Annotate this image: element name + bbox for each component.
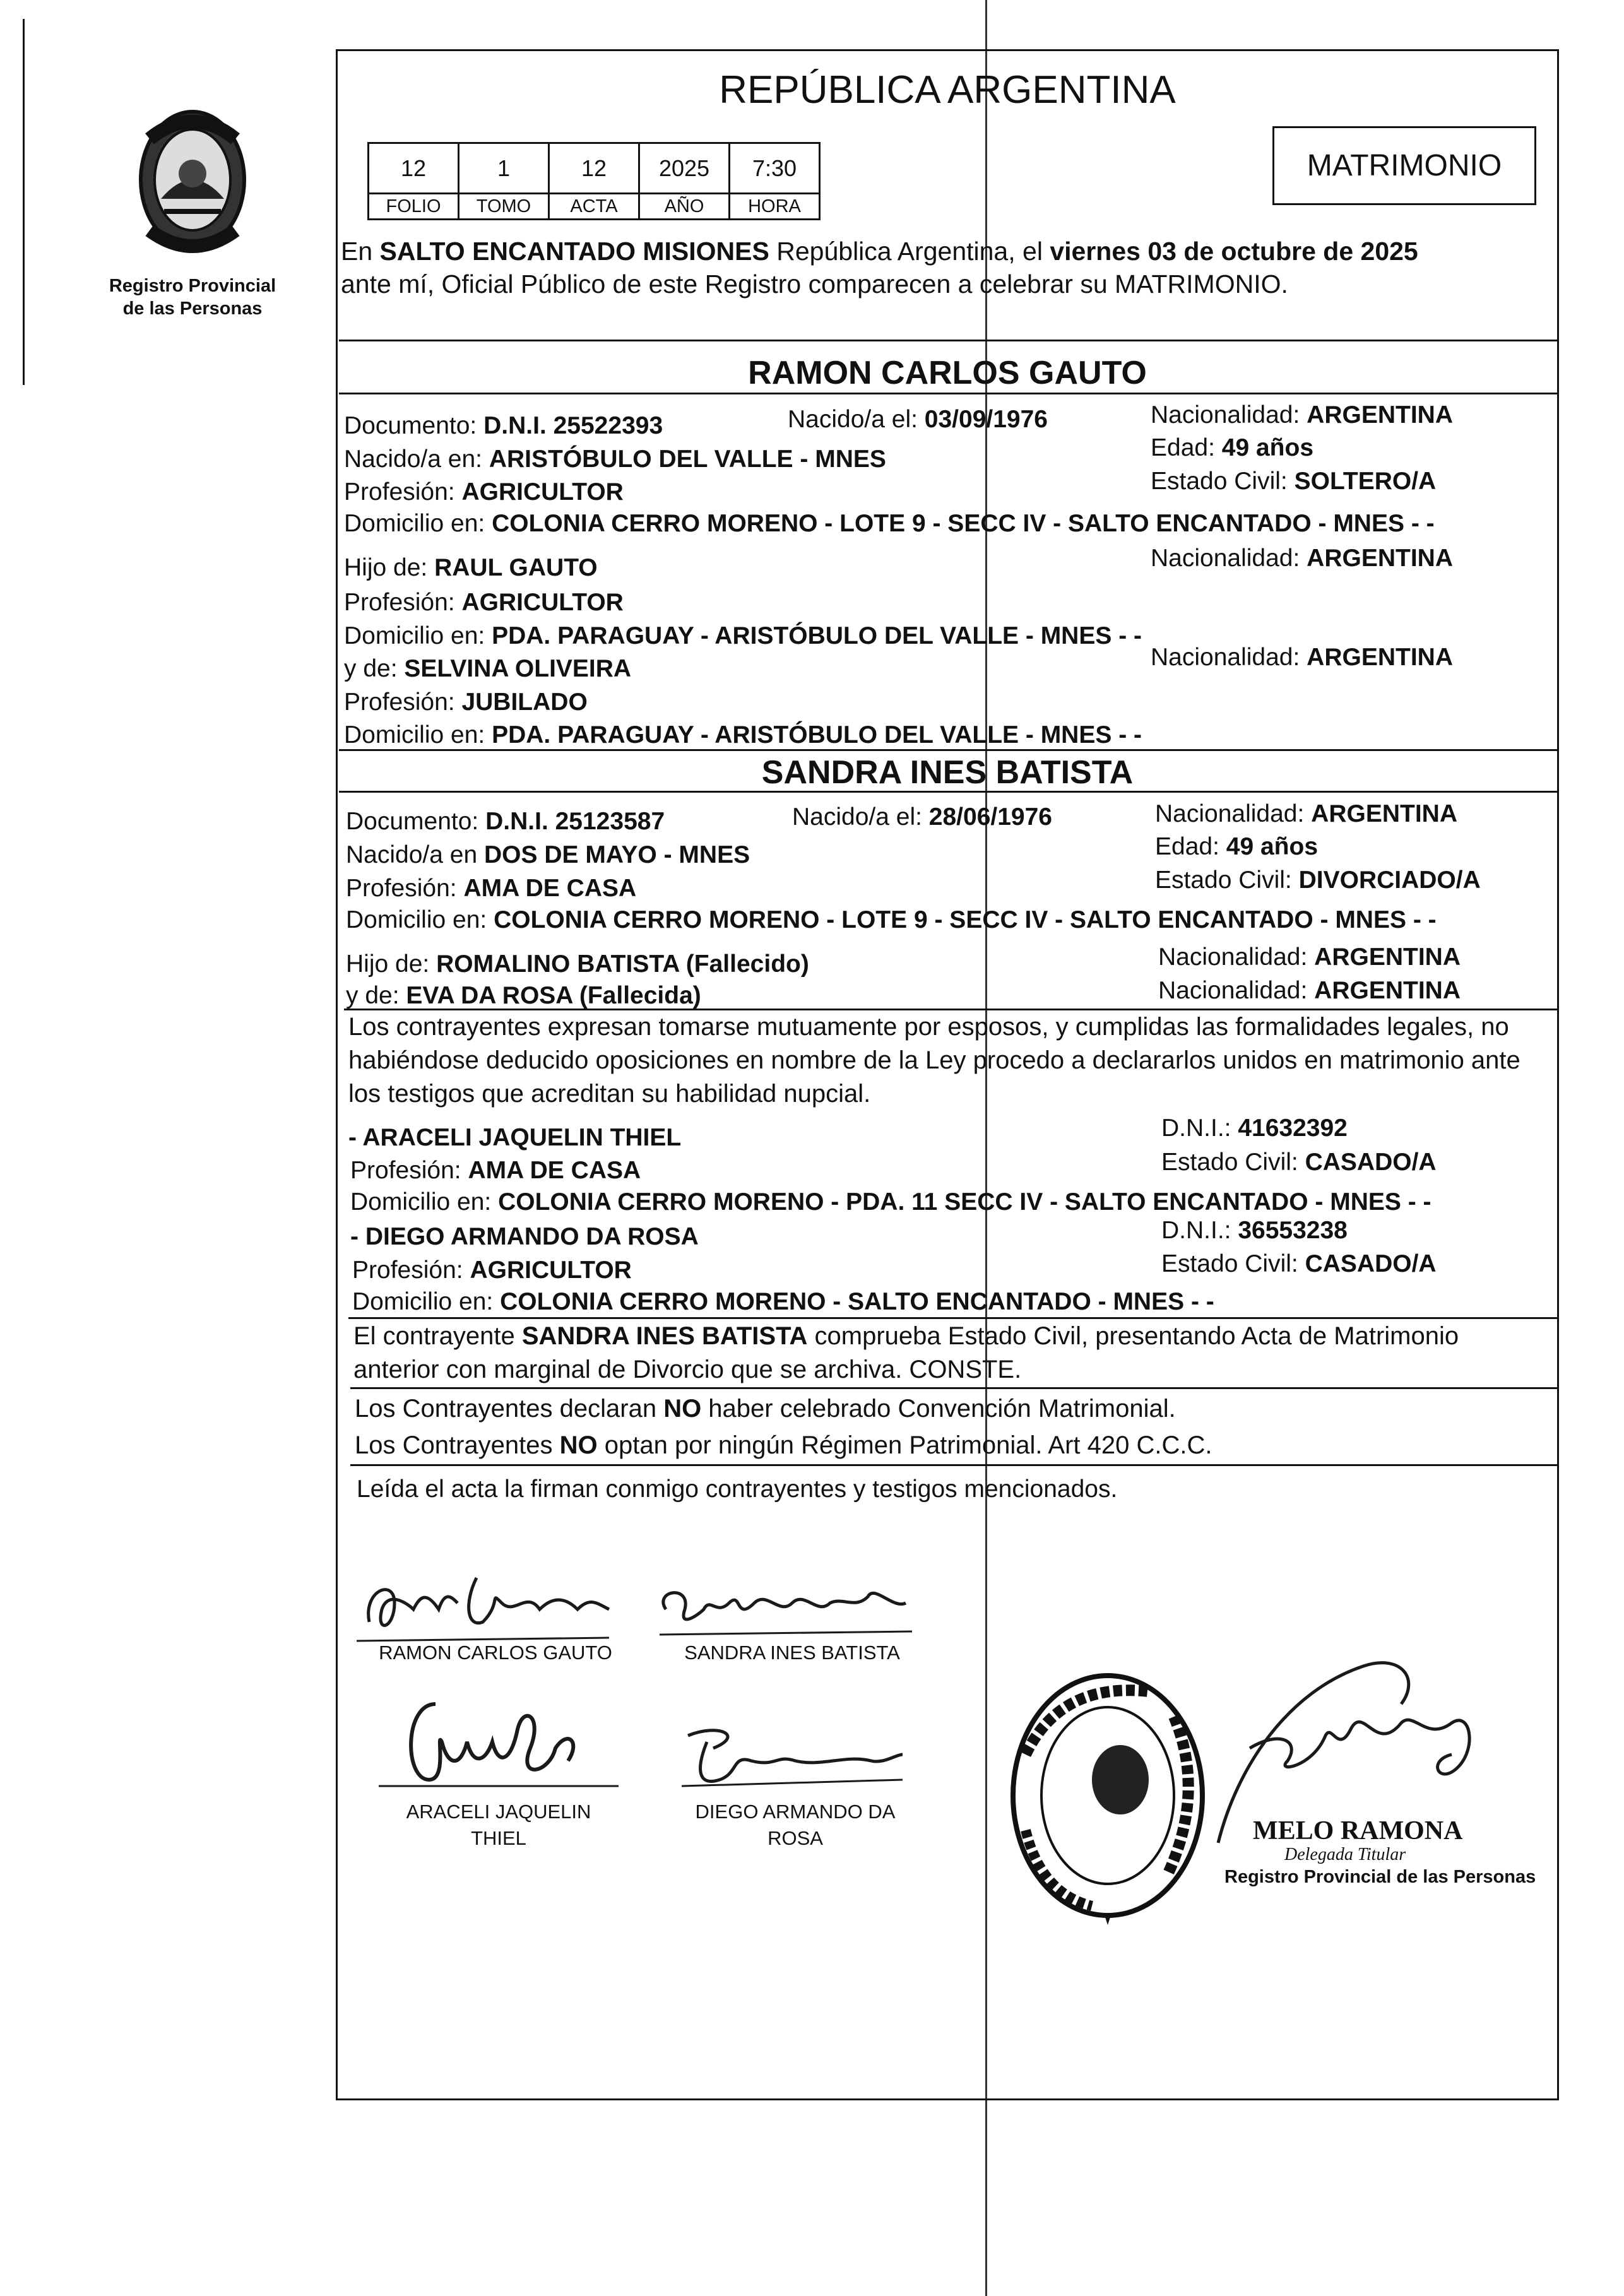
no: NO	[663, 1395, 702, 1423]
value: 03/09/1976	[924, 406, 1048, 433]
value: PDA. PARAGUAY - ARISTÓBULO DEL VALLE - MNES - -	[492, 721, 1142, 749]
margin-line	[23, 19, 25, 385]
intro-line2: ante mí, Oficial Público de este Registro comparecen a celebrar su MATRIMONIO.	[341, 269, 1288, 299]
value: ARGENTINA	[1311, 800, 1458, 827]
value: DIVORCIADO/A	[1298, 867, 1481, 894]
label: Domicilio en:	[344, 721, 492, 749]
value: AMA DE CASA	[468, 1157, 641, 1184]
label: Nacido/a en	[346, 841, 484, 868]
country-title: REPÚBLICA ARGENTINA	[719, 68, 1176, 112]
label: Documento:	[344, 412, 484, 439]
label: y de:	[346, 982, 406, 1009]
label: Domicilio en:	[344, 510, 492, 537]
groom-birthdate	[788, 407, 1048, 432]
label: Documento:	[346, 808, 486, 835]
name-line: ARACELI JAQUELIN	[406, 1801, 591, 1823]
value: RAUL GAUTO	[434, 554, 598, 581]
divider	[348, 1317, 1557, 1319]
witness2-address	[352, 1289, 1214, 1314]
declaration-line3: los testigos que acreditan su habilidad nupcial.	[348, 1080, 871, 1108]
hora-value: 7:30	[728, 142, 821, 194]
groom-profession	[344, 480, 624, 504]
groom-birthplace	[344, 447, 886, 471]
groom-mother-nationality	[1151, 645, 1453, 670]
groom-age	[1151, 435, 1313, 460]
value: COLONIA CERRO MORENO - PDA. 11 SECC IV - SALTO ENCANTADO - MNES - -	[498, 1188, 1431, 1216]
witness2-civil-status	[1161, 1252, 1437, 1276]
closing-text: Leída el acta la firman conmigo contrayentes y testigos mencionados.	[357, 1476, 1118, 1503]
label: Hijo de:	[346, 950, 437, 978]
label: Edad:	[1155, 833, 1226, 860]
value: COLONIA CERRO MORENO - LOTE 9 - SECC IV - SALTO ENCANTADO - MNES - -	[494, 906, 1437, 933]
value: SOLTERO/A	[1294, 468, 1437, 495]
value: 41632392	[1238, 1115, 1348, 1142]
groom-father-address	[344, 624, 1142, 648]
value: ARGENTINA	[1314, 977, 1461, 1004]
witness2-profession	[352, 1258, 632, 1282]
province-seal-logo	[117, 104, 268, 256]
record-type-box: MATRIMONIO	[1272, 126, 1536, 205]
label: Hijo de:	[344, 554, 435, 581]
witness1-address	[350, 1190, 1431, 1214]
anio-label: AÑO	[638, 192, 730, 220]
value: AMA DE CASA	[463, 875, 637, 902]
name-line: DIEGO ARMANDO DA	[695, 1801, 896, 1823]
groom-address	[344, 511, 1435, 536]
label: Nacido/a el:	[788, 406, 925, 433]
regime-line1	[355, 1396, 1176, 1421]
label: Profesión:	[350, 1157, 468, 1184]
text: optan por ningún Régimen Patrimonial. Art 420 C.C.C.	[597, 1431, 1212, 1459]
value: AGRICULTOR	[461, 478, 624, 506]
divider	[339, 340, 1557, 341]
text: El contrayente	[353, 1322, 522, 1350]
official-role: Delegada Titular	[1284, 1845, 1406, 1864]
value: ARGENTINA	[1307, 401, 1454, 429]
name-line: THIEL	[471, 1826, 526, 1849]
label: Estado Civil:	[1155, 867, 1299, 894]
divider	[344, 1009, 1557, 1010]
label: Domicilio en:	[346, 906, 494, 933]
bride-age	[1155, 834, 1318, 859]
label: Nacionalidad:	[1151, 545, 1307, 572]
value: EVA DA ROSA (Fallecida)	[406, 982, 701, 1009]
bride-mother-nationality	[1158, 978, 1461, 1003]
value: ARISTÓBULO DEL VALLE - MNES	[489, 446, 886, 473]
bride-mother	[346, 983, 701, 1008]
official-name: MELO RAMONA	[1253, 1816, 1463, 1845]
intro-mid: República Argentina, el	[769, 237, 1050, 266]
groom-mother	[344, 656, 631, 681]
bride-signature-name: SANDRA INES BATISTA	[684, 1642, 900, 1664]
intro-place: SALTO ENCANTADO MISIONES	[379, 237, 769, 266]
groom-mother-profession	[344, 690, 588, 714]
acta-value: 12	[548, 142, 640, 194]
intro-pre: En	[341, 237, 380, 266]
value: CASADO/A	[1305, 1149, 1437, 1176]
bride-profession	[346, 876, 636, 901]
value: COLONIA CERRO MORENO - SALTO ENCANTADO - MNES - -	[500, 1288, 1214, 1315]
groom-signature	[357, 1565, 622, 1647]
value: JUBILADO	[461, 689, 588, 716]
seal-icon	[117, 104, 268, 256]
witness1-signature	[379, 1691, 619, 1799]
hora-label: HORA	[728, 192, 821, 220]
folio-value: 12	[367, 142, 459, 194]
groom-mother-address	[344, 723, 1142, 747]
groom-name-title: RAMON CARLOS GAUTO	[748, 355, 1147, 391]
intro-line1	[341, 239, 1418, 264]
value: AGRICULTOR	[470, 1257, 632, 1284]
value: DOS DE MAYO - MNES	[483, 841, 750, 868]
value: SELVINA OLIVEIRA	[404, 655, 632, 682]
label: Domicilio en:	[352, 1288, 501, 1315]
groom-document	[344, 413, 663, 438]
label: Profesión:	[344, 478, 462, 506]
value: D.N.I. 25123587	[485, 808, 665, 835]
bride-birthdate	[792, 805, 1052, 829]
label: Profesión:	[344, 589, 462, 616]
label: Estado Civil:	[1161, 1149, 1305, 1176]
acta-label: ACTA	[548, 192, 640, 220]
groom-father-profession	[344, 590, 624, 615]
bride-document	[346, 809, 665, 834]
witness1-name: - ARACELI JAQUELIN THIEL	[348, 1124, 682, 1151]
bride-signature	[653, 1571, 918, 1641]
witness1-profession	[350, 1158, 641, 1183]
bride-father	[346, 952, 809, 976]
label: Nacionalidad:	[1158, 944, 1315, 971]
witness2-name: - DIEGO ARMANDO DA ROSA	[350, 1223, 699, 1250]
divider	[350, 1464, 1557, 1466]
intro-date: viernes 03 de octubre de 2025	[1050, 237, 1418, 266]
label: Profesión:	[352, 1257, 470, 1284]
logo-caption-line1: Registro Provincial	[109, 276, 276, 296]
value: 49 años	[1221, 434, 1314, 461]
value: 49 años	[1226, 833, 1319, 860]
groom-civil-status	[1151, 469, 1436, 494]
groom-father-nationality	[1151, 546, 1453, 571]
label: Nacionalidad:	[1151, 401, 1307, 429]
bride-nationality	[1155, 802, 1457, 826]
value: PDA. PARAGUAY - ARISTÓBULO DEL VALLE - MNES - -	[492, 622, 1142, 649]
divider	[339, 791, 1557, 793]
name: SANDRA INES BATISTA	[521, 1322, 808, 1350]
value: 28/06/1976	[928, 803, 1052, 831]
label: Estado Civil:	[1161, 1250, 1305, 1277]
folio-label: FOLIO	[367, 192, 459, 220]
bride-address	[346, 908, 1437, 932]
witness2-signature	[669, 1717, 909, 1811]
witness1-dni	[1161, 1116, 1348, 1140]
note-line2: anterior con marginal de Divorcio que se archiva. CONSTE.	[353, 1356, 1022, 1383]
divider	[339, 393, 1557, 394]
witness2-dni	[1161, 1218, 1348, 1243]
label: y de:	[344, 655, 405, 682]
anio-value: 2025	[638, 142, 730, 194]
value: CASADO/A	[1305, 1250, 1437, 1277]
label: Estado Civil:	[1151, 468, 1295, 495]
tomo-value: 1	[458, 142, 550, 194]
logo-caption-line2: de las Personas	[122, 299, 263, 319]
declaration-line2: habiéndose deducido oposiciones en nombre de la Ley procedo a declararlos unidos en matrimonio ante	[348, 1046, 1520, 1074]
value: ARGENTINA	[1307, 545, 1454, 572]
divider	[339, 749, 1557, 751]
label: Domicilio en:	[344, 622, 492, 649]
logo-caption	[88, 275, 297, 321]
witness1-civil-status	[1161, 1150, 1437, 1175]
value: ARGENTINA	[1314, 944, 1461, 971]
bride-father-nationality	[1158, 945, 1461, 969]
value: AGRICULTOR	[461, 589, 624, 616]
label: Nacionalidad:	[1151, 644, 1307, 671]
groom-signature-name: RAMON CARLOS GAUTO	[379, 1642, 612, 1664]
no: NO	[559, 1431, 598, 1459]
regime-line2	[355, 1433, 1212, 1458]
bride-birthplace	[346, 843, 750, 867]
text: haber celebrado Convención Matrimonial.	[701, 1395, 1176, 1423]
label: Domicilio en:	[350, 1188, 499, 1216]
label: Profesión:	[346, 875, 464, 902]
label: Nacido/a en:	[344, 446, 489, 473]
label: Nacionalidad:	[1158, 977, 1315, 1004]
official-org: Registro Provincial de las Personas	[1224, 1867, 1536, 1887]
registry-round-stamp	[1004, 1666, 1212, 1925]
value: 36553238	[1238, 1217, 1348, 1244]
bride-name-title: SANDRA INES BATISTA	[761, 754, 1134, 791]
witness1-signature-name	[379, 1799, 619, 1852]
label: Edad:	[1151, 434, 1222, 461]
name-line: ROSA	[768, 1826, 823, 1849]
value: ROMALINO BATISTA (Fallecido)	[436, 950, 809, 978]
tomo-label: TOMO	[458, 192, 550, 220]
value: COLONIA CERRO MORENO - LOTE 9 - SECC IV - SALTO ENCANTADO - MNES - -	[492, 510, 1435, 537]
text: Los Contrayentes	[355, 1431, 560, 1459]
note-line1	[353, 1323, 1459, 1349]
label: D.N.I.:	[1161, 1115, 1238, 1142]
declaration-line1: Los contrayentes expresan tomarse mutuamente por esposos, y cumplidas las formalidades legales, no	[348, 1013, 1509, 1041]
label: Profesión:	[344, 689, 462, 716]
groom-father	[344, 555, 598, 580]
text: comprueba Estado Civil, presentando Acta de Matrimonio	[807, 1322, 1459, 1350]
groom-nationality	[1151, 403, 1453, 427]
text: Los Contrayentes declaran	[355, 1395, 664, 1423]
witness2-signature-name	[682, 1799, 909, 1852]
bride-civil-status	[1155, 868, 1481, 892]
divider	[350, 1387, 1557, 1389]
value: D.N.I. 25522393	[483, 412, 663, 439]
label: D.N.I.:	[1161, 1217, 1238, 1244]
label: Nacido/a el:	[792, 803, 929, 831]
value: ARGENTINA	[1307, 644, 1454, 671]
label: Nacionalidad:	[1155, 800, 1312, 827]
